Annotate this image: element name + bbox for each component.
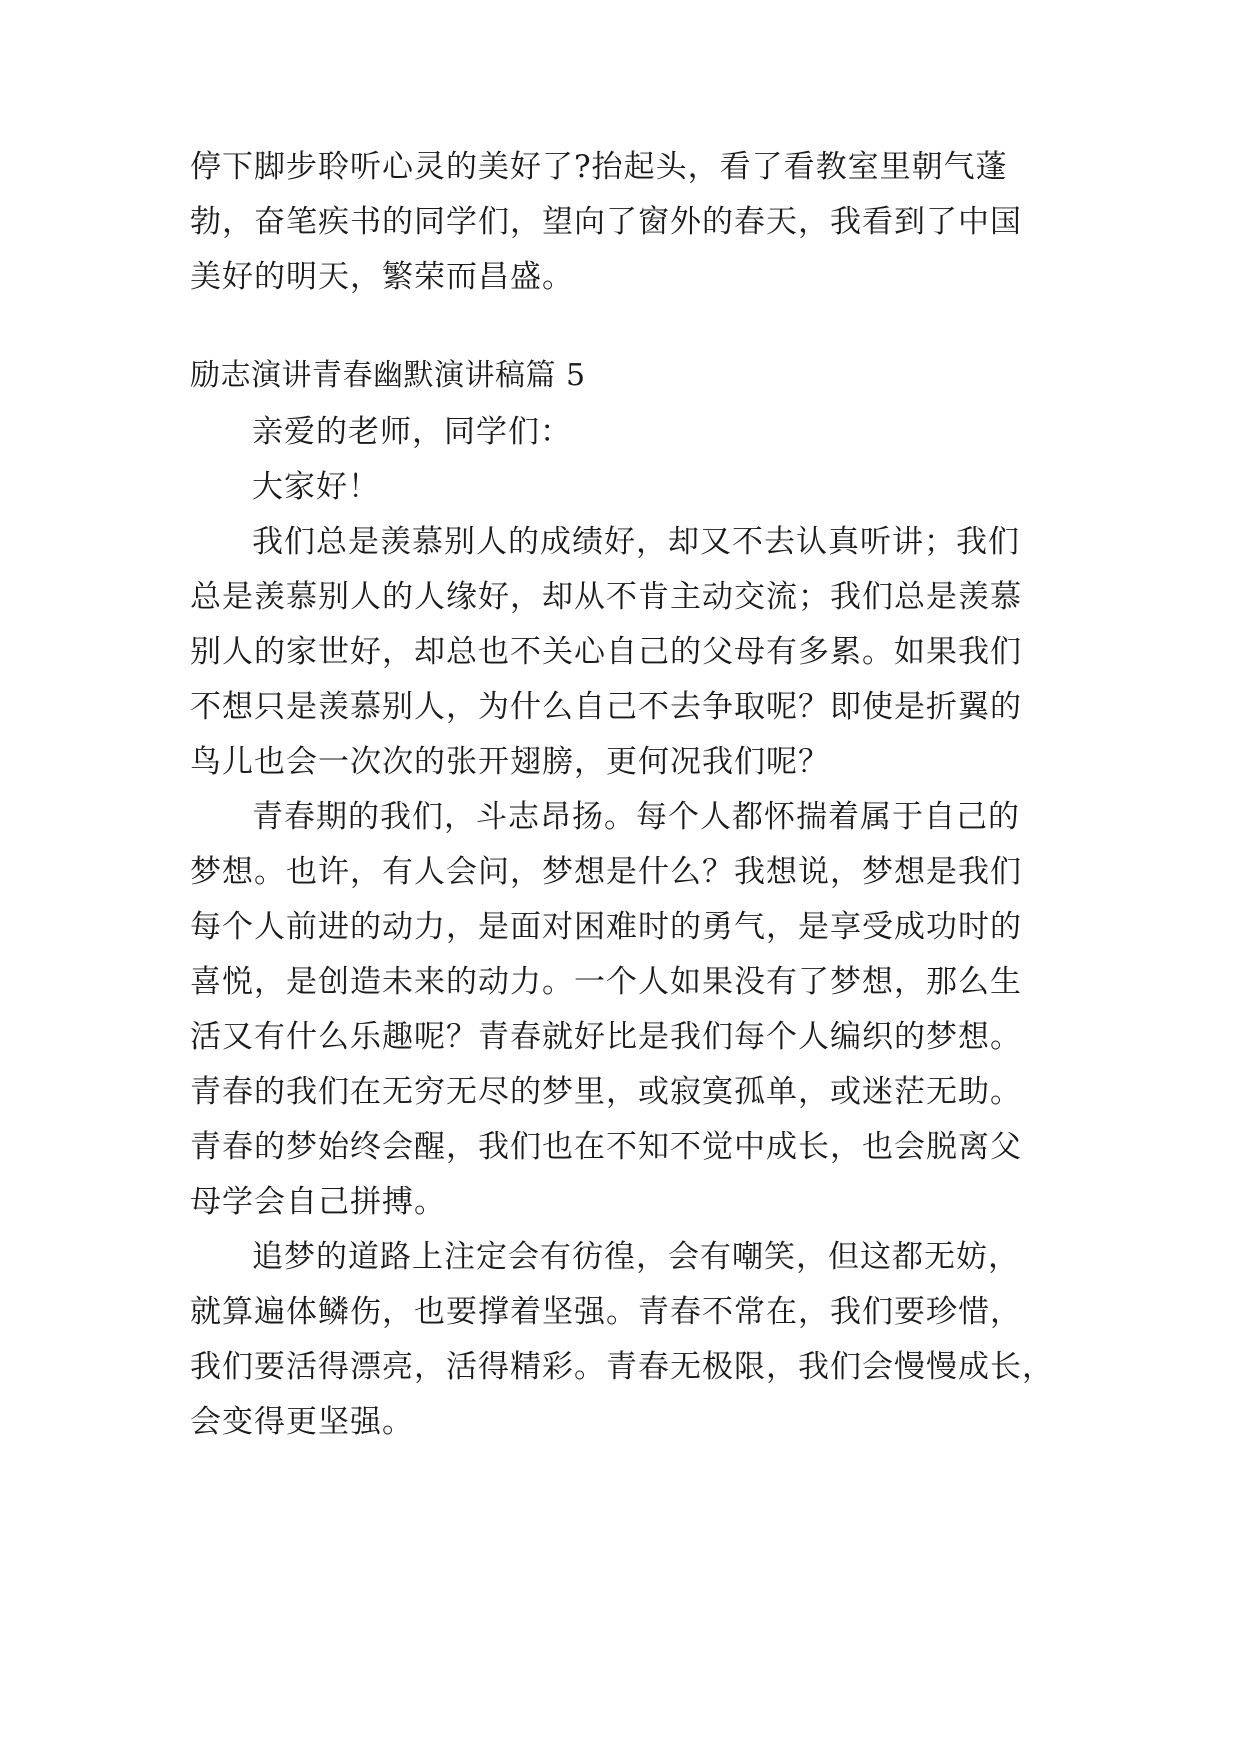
paragraph-2-line-8: 母学会自己拼搏。 — [190, 1184, 446, 1220]
paragraph-2-line-3: 每个人前进的动力，是面对困难时的勇气，是享受成功时的 — [190, 909, 1022, 945]
paragraph-3-line-1: 追梦的道路上注定会有彷徨，会有嘲笑，但这都无妨， — [252, 1239, 1020, 1275]
paragraph-1-line-2: 总是羡慕别人的人缘好，却从不肯主动交流；我们总是羡慕 — [190, 579, 1022, 615]
paragraph-1-line-1: 我们总是羡慕别人的成绩好，却又不去认真听讲；我们 — [252, 524, 1020, 560]
paragraph-2-line-2: 梦想。也许，有人会问，梦想是什么？我想说，梦想是我们 — [190, 854, 1022, 890]
continuation-line-1: 停下脚步聆听心灵的美好了?抬起头，看了看教室里朝气蓬 — [190, 149, 1008, 185]
salutation: 亲爱的老师，同学们： — [252, 414, 572, 450]
section-title: 励志演讲青春幽默演讲稿篇 5 — [190, 358, 586, 393]
paragraph-2-line-6: 青春的我们在无穷无尽的梦里，或寂寞孤单，或迷茫无助。 — [190, 1074, 1022, 1110]
paragraph-2-line-7: 青春的梦始终会醒，我们也在不知不觉中成长，也会脱离父 — [190, 1129, 1022, 1165]
paragraph-1-line-4: 不想只是羡慕别人，为什么自己不去争取呢？即使是折翼的 — [190, 689, 1022, 725]
paragraph-2-line-1: 青春期的我们，斗志昂扬。每个人都怀揣着属于自己的 — [252, 799, 1020, 835]
paragraph-1-line-3: 别人的家世好，却总也不关心自己的父母有多累。如果我们 — [190, 634, 1022, 670]
paragraph-2-line-5: 活又有什么乐趣呢？青春就好比是我们每个人编织的梦想。 — [190, 1019, 1022, 1055]
continuation-line-3: 美好的明天，繁荣而昌盛。 — [190, 259, 574, 295]
paragraph-3-line-2: 就算遍体鳞伤，也要撑着坚强。青春不常在，我们要珍惜， — [190, 1294, 1022, 1330]
greeting: 大家好！ — [252, 469, 380, 505]
paragraph-2-line-4: 喜悦，是创造未来的动力。一个人如果没有了梦想，那么生 — [190, 964, 1022, 1000]
paragraph-1-line-5: 鸟儿也会一次次的张开翅膀，更何况我们呢？ — [190, 744, 830, 780]
paragraph-3-line-3: 我们要活得漂亮，活得精彩。青春无极限，我们会慢慢成长， — [190, 1349, 1054, 1385]
paragraph-3-line-4: 会变得更坚强。 — [190, 1404, 414, 1440]
continuation-line-2: 勃，奋笔疾书的同学们，望向了窗外的春天，我看到了中国 — [190, 204, 1022, 240]
